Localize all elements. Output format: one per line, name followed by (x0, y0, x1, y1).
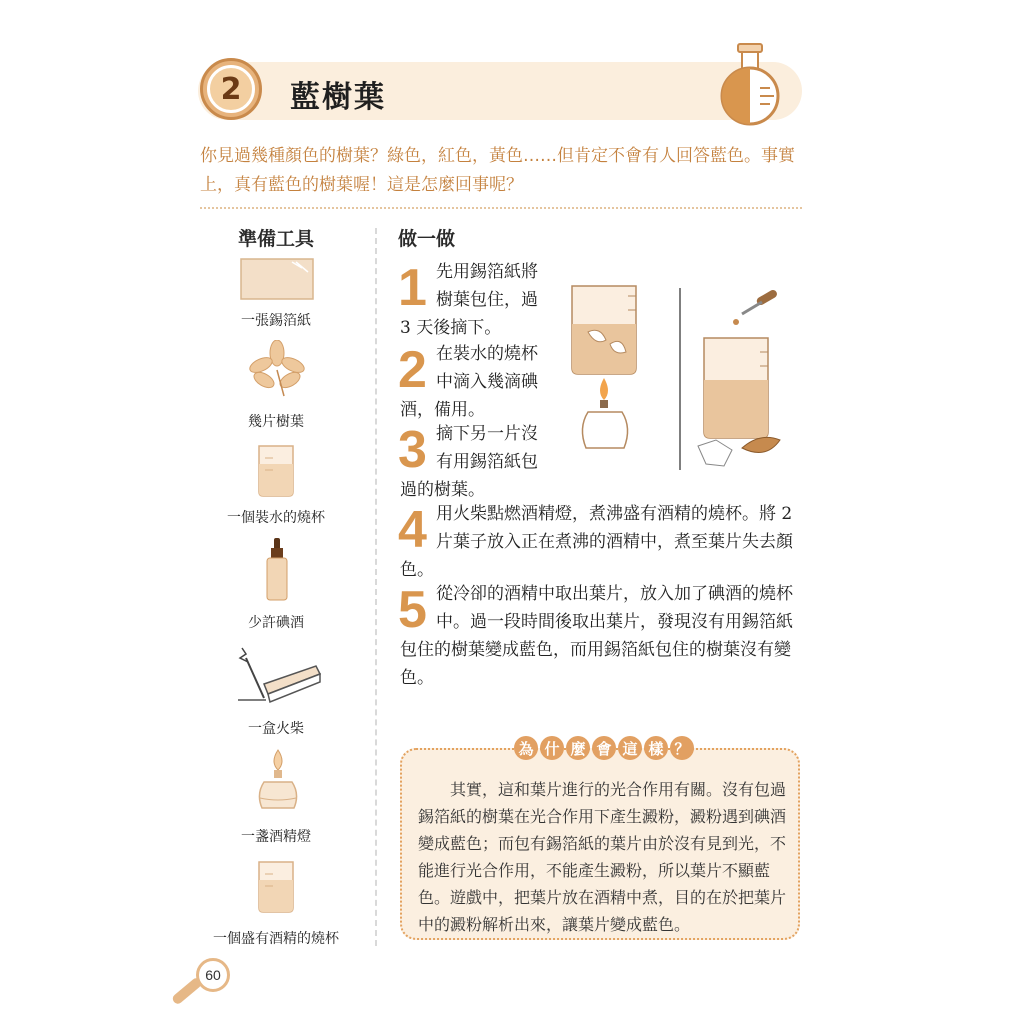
step-number: 5 (398, 581, 427, 639)
tool-label: 一張錫箔紙 (241, 313, 311, 329)
step-number: 3 (398, 421, 427, 479)
column-divider (375, 228, 377, 946)
step-text: 用火柴點燃酒精燈，煮沸盛有酒精的燒杯。將 2 片葉子放入正在煮沸的酒精中，煮至葉片失去顏 色。 (400, 504, 793, 580)
page-title: 藍樹葉 (290, 80, 386, 115)
beaker-icon (255, 858, 297, 914)
alcohol-lamp-icon (256, 748, 300, 814)
why-tag-char: 會 (592, 736, 616, 760)
experiment-illustration (566, 282, 804, 478)
foil-sheet-icon (240, 258, 314, 300)
step-text: 在裝水的燒杯 中滴入幾滴碘 酒，備用。 (400, 344, 538, 420)
dotted-divider (200, 207, 802, 209)
tool-label: 幾片樹葉 (248, 414, 304, 430)
tool-label: 一個盛有酒精的燒杯 (213, 931, 339, 947)
why-tag-char: 什 (540, 736, 564, 760)
step-number: 1 (398, 259, 427, 317)
tool-label: 少許碘酒 (248, 615, 304, 631)
why-tag-char: 麼 (566, 736, 590, 760)
step-number: 2 (398, 341, 427, 399)
why-tag (506, 734, 702, 762)
iodine-bottle-icon (264, 538, 290, 602)
section-number-badge (200, 58, 262, 120)
title-band (198, 62, 802, 120)
tool-label: 一盞酒精燈 (241, 829, 311, 845)
steps-heading: 做一做 (398, 228, 456, 250)
tool-label: 一盒火柴 (248, 721, 304, 737)
why-tag-char: 這 (618, 736, 642, 760)
page-number: 60 (196, 958, 230, 992)
leaves-icon (248, 340, 306, 398)
why-tag-char: 為 (514, 736, 538, 760)
tools-heading: 準備工具 (238, 228, 315, 250)
beaker-icon (255, 442, 297, 498)
intro-text: 你見過幾種顏色的樹葉？綠色，紅色，黃色……但肯定不會有人回答藍色。事實上，真有藍色的樹葉喔！這是怎麼回事呢？ (200, 146, 795, 195)
section-number: 2 (207, 65, 255, 113)
flask-icon (716, 40, 784, 126)
why-explanation: 其實，這和葉片進行的光合作用有關。沒有包過錫箔紙的樹葉在光合作用下產生澱粉，澱粉遇到碘酒變成藍色；而包有錫箔紙的葉片由於沒有見到光，不能進行光合作用，不能產生澱粉，所以葉片不顯藍色。遊戲中，把葉片放在酒精中煮，目的在於把葉片中的澱粉解析出來，讓葉片變成藍色。 (418, 780, 787, 934)
step-text: 從冷卻的酒精中取出葉片，放入加了碘酒的燒杯 中。過一段時間後取出葉片，發現沒有用錫箔紙 包住的樹葉變成藍色，而用錫箔紙包住的樹葉沒有變 色。 (400, 584, 793, 688)
tool-label: 一個裝水的燒杯 (227, 510, 325, 526)
step-number: 4 (398, 501, 427, 559)
step-text: 先用錫箔紙將 樹葉包住，過 3 天後摘下。 (400, 262, 538, 338)
why-tag-char: ？ (670, 736, 694, 760)
step-text: 摘下另一片沒 有用錫箔紙包 過的樹葉。 (400, 424, 538, 500)
why-tag-char: 樣 (644, 736, 668, 760)
matchbox-icon (236, 644, 322, 704)
